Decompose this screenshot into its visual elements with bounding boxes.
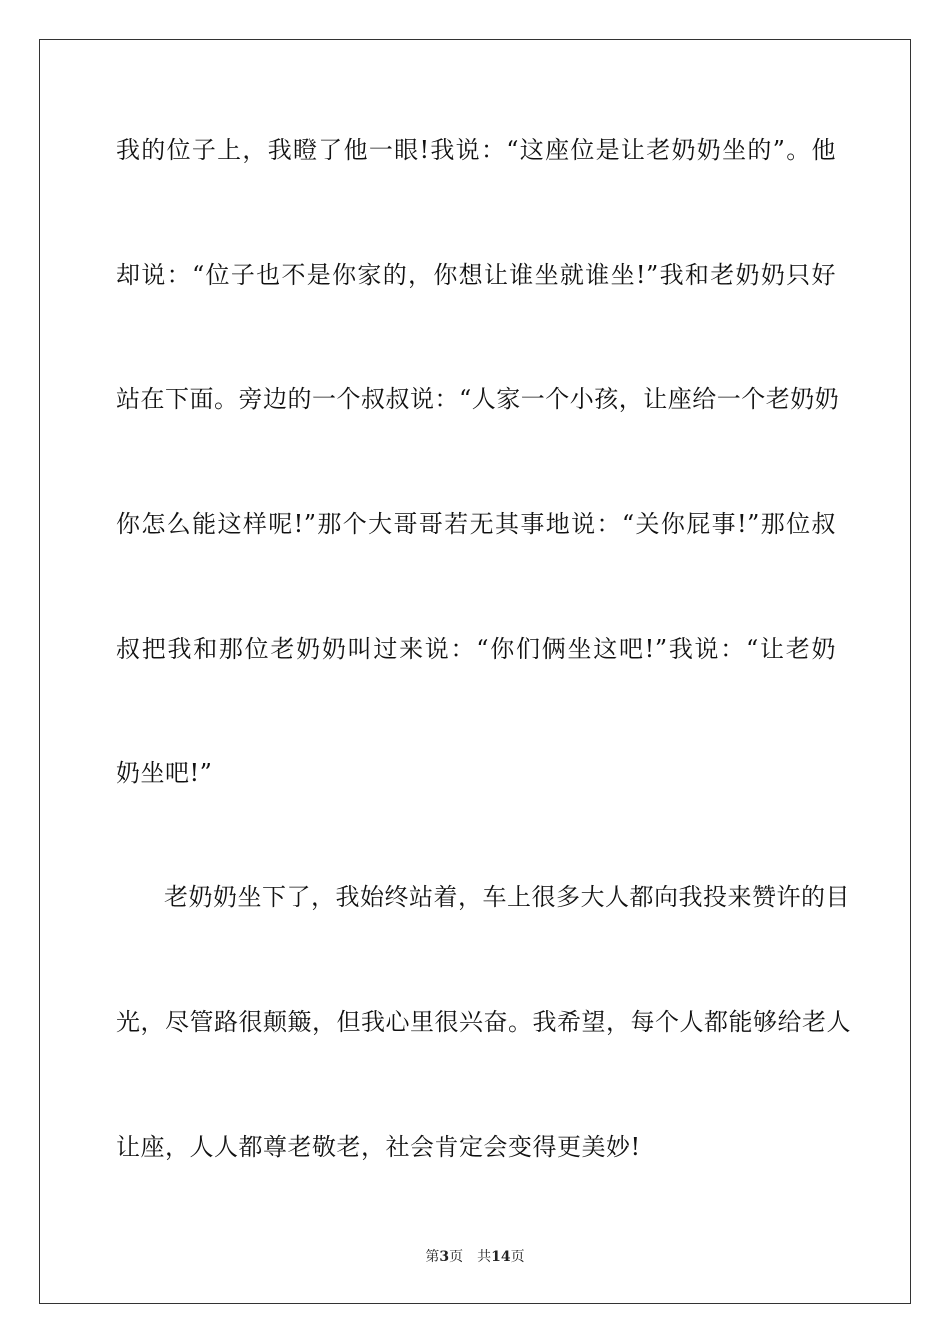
paragraph-line: 你怎么能这样呢!”那个大哥哥若无其事地说：“关你屁事!”那位叔	[116, 510, 836, 538]
paragraph-line: 奶坐吧!”	[116, 759, 213, 787]
page-footer	[0, 1248, 950, 1266]
footer-total-pages: 14	[491, 1249, 511, 1265]
paragraph-line: 光，尽管路很颠簸，但我心里很兴奋。我希望，每个人都能够给老人	[116, 1008, 851, 1036]
footer-page-prefix: 第	[425, 1249, 440, 1265]
paragraph-line: 老奶奶坐下了，我始终站着，车上很多大人都向我投来赞许的目	[164, 883, 850, 911]
paragraph-line: 站在下面。旁边的一个叔叔说：“人家一个小孩，让座给一个老奶奶	[116, 385, 840, 413]
footer-page-suffix: 页	[449, 1249, 464, 1265]
footer-page-number: 3	[439, 1249, 450, 1265]
paragraph-line: 让座，人人都尊老敬老，社会肯定会变得更美妙!	[116, 1133, 641, 1161]
paragraph-line: 我的位子上，我瞪了他一眼!我说：“这座位是让老奶奶坐的”。他	[116, 136, 836, 164]
footer-total-prefix: 共	[477, 1249, 492, 1265]
footer-total-suffix: 页	[510, 1249, 525, 1265]
paragraph-line: 却说：“位子也不是你家的，你想让谁坐就谁坐!”我和老奶奶只好	[116, 261, 836, 289]
page-border	[39, 39, 911, 1304]
paragraph-line: 叔把我和那位老奶奶叫过来说：“你们俩坐这吧!”我说：“让老奶	[116, 635, 836, 663]
